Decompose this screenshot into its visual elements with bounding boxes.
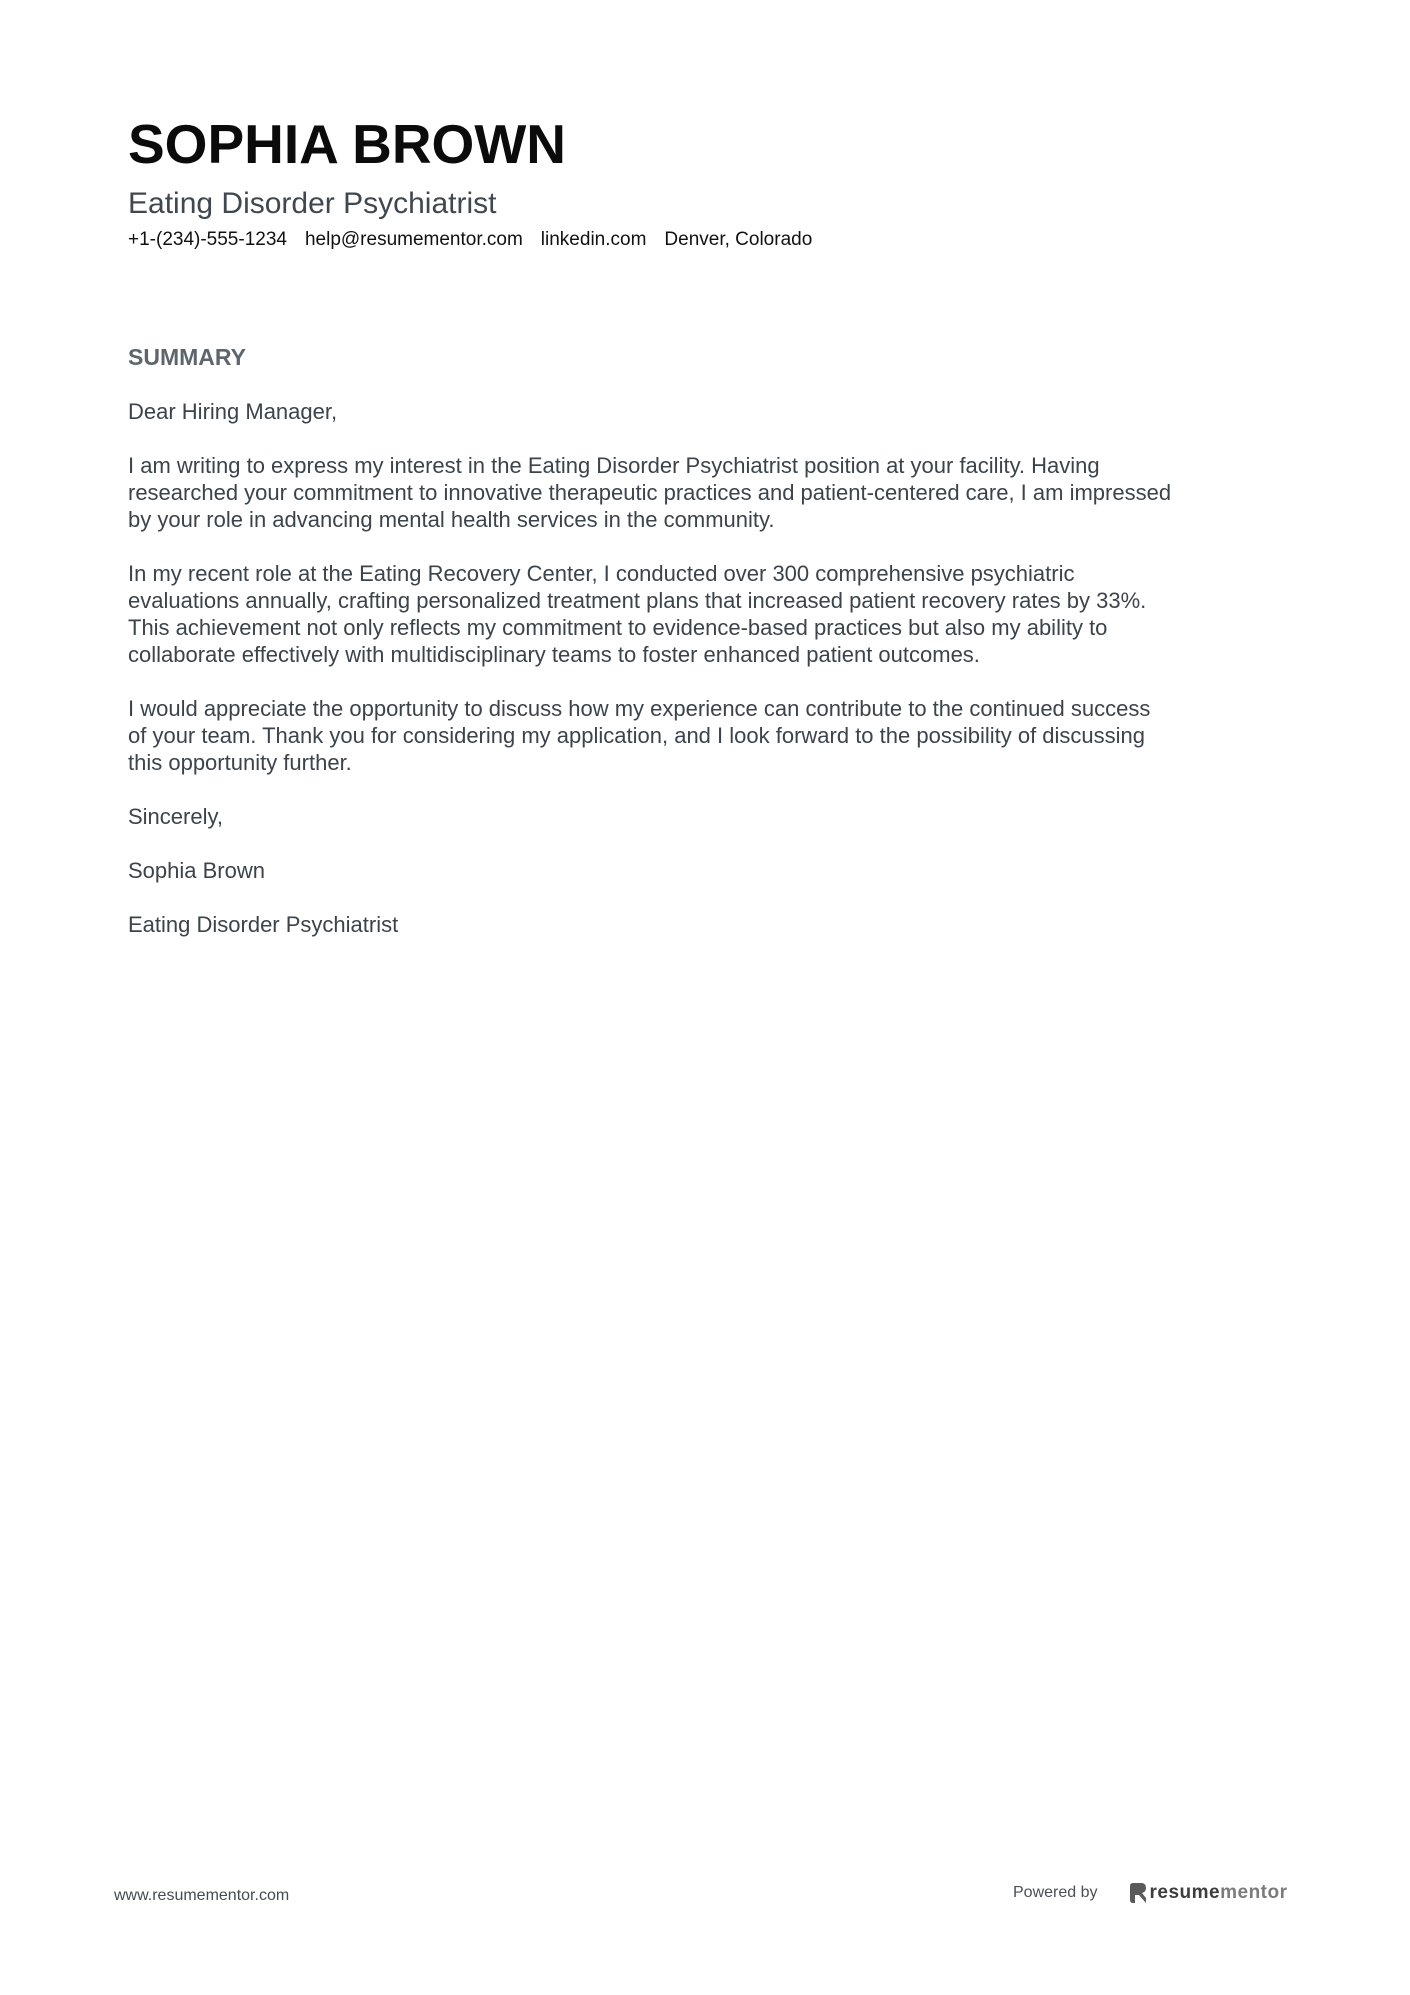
- closing-line: Sincerely,: [128, 804, 223, 829]
- contact-info: [128, 228, 1288, 252]
- footer-website-link[interactable]: www.resumementor.com: [114, 1887, 290, 1904]
- logo-text-light: mentor: [1220, 1882, 1288, 1903]
- contact-location: Denver, Colorado: [664, 229, 813, 250]
- paragraph-line: researched your commitment to innovative therapeutic practices and patient-centered care, I am impressed: [128, 480, 1172, 505]
- paragraph-line: I am writing to express my interest in the Eating Disorder Psychiatrist position at your facility. Having: [128, 453, 1100, 478]
- candidate-name: SOPHIA BROWN: [128, 113, 566, 175]
- letter-paragraph: [128, 695, 1298, 776]
- resumementor-logo[interactable]: [1130, 1883, 1288, 1903]
- contact-email[interactable]: help@resumementor.com: [304, 229, 523, 250]
- paragraph-line: of your team. Thank you for considering my application, and I look forward to the possibility of discussing: [128, 723, 1146, 748]
- contact-phone: +1-(234)-555-1234: [128, 229, 287, 250]
- resumementor-logo-icon: [1130, 1883, 1146, 1903]
- paragraph-line: this opportunity further.: [128, 750, 352, 775]
- paragraph-line: I would appreciate the opportunity to discuss how my experience can contribute to the continued success: [128, 696, 1151, 721]
- summary-section: [128, 344, 1298, 965]
- paragraph-line: by your role in advancing mental health services in the community.: [128, 507, 775, 532]
- greeting: [128, 398, 1298, 425]
- paragraph-line: evaluations annually, crafting personalized treatment plans that increased patient recovery rates by 33%.: [128, 588, 1147, 613]
- letter-paragraph: [128, 452, 1298, 533]
- contact-linkedin[interactable]: linkedin.com: [540, 229, 647, 250]
- job-title: Eating Disorder Psychiatrist: [128, 187, 497, 220]
- footer-branding: [1013, 1882, 1288, 1904]
- logo-text-bold: resume: [1149, 1882, 1221, 1903]
- powered-by-label: Powered by: [1013, 1884, 1098, 1901]
- greeting-line: Dear Hiring Manager,: [128, 399, 338, 424]
- signature-name: [128, 857, 1298, 884]
- paragraph-line: This achievement not only reflects my commitment to evidence-based practices but also my ability to: [128, 615, 1108, 640]
- header: [128, 112, 1288, 252]
- paragraph-line: collaborate effectively with multidisciplinary teams to foster enhanced patient outcomes.: [128, 642, 980, 667]
- letter-paragraph: [128, 560, 1298, 668]
- closing: [128, 803, 1298, 830]
- signature-title-line: Eating Disorder Psychiatrist: [128, 912, 399, 937]
- signature-title: [128, 911, 1298, 938]
- section-heading-summary: SUMMARY: [128, 344, 246, 370]
- paragraph-line: In my recent role at the Eating Recovery Center, I conducted over 300 comprehensive psychiatric: [128, 561, 1075, 586]
- signature-name-line: Sophia Brown: [128, 858, 265, 883]
- logo-wordmark: [1150, 1883, 1288, 1903]
